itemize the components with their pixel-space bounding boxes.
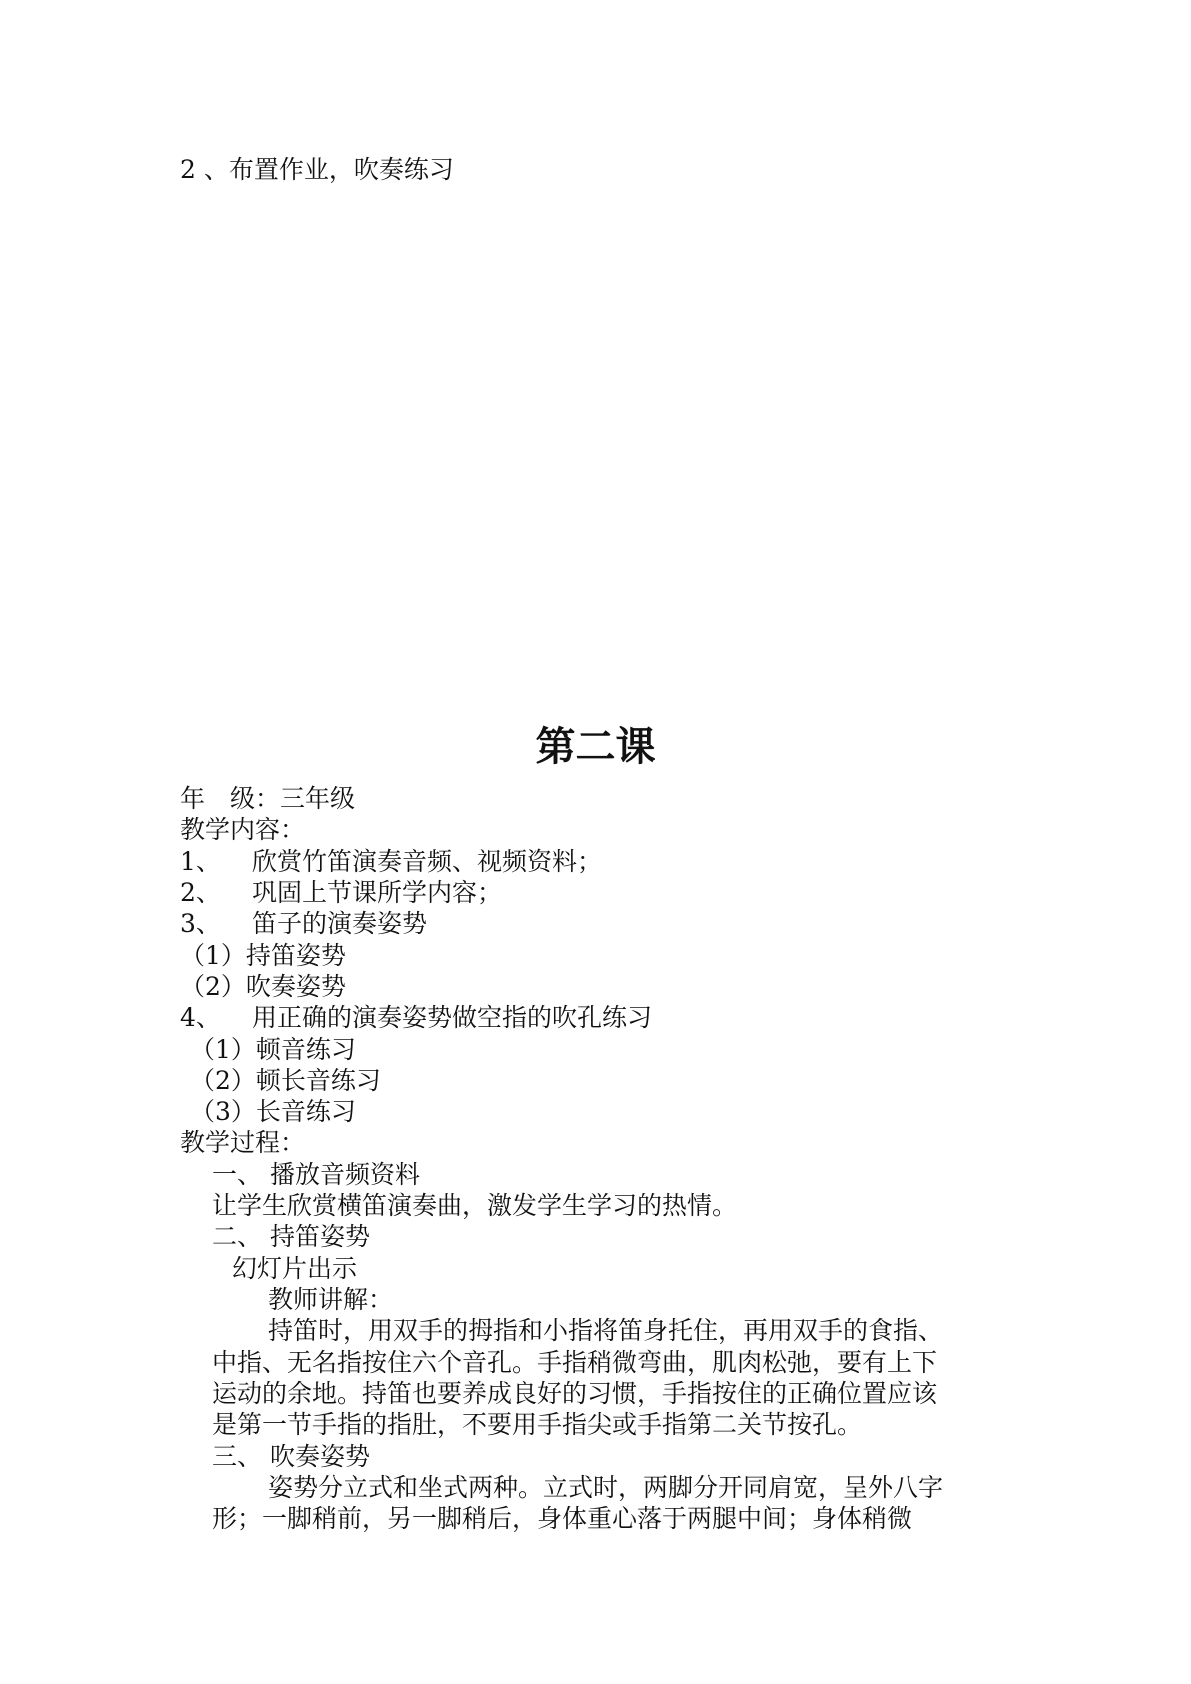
holding-paragraph-line-3: 运动的余地。持笛也要养成良好的习惯，手指按住的正确位置应该	[212, 1379, 938, 1408]
content-item-1-text: 欣赏竹笛演奏音频、视频资料；	[252, 847, 603, 876]
content-item-4-text: 用正确的演奏姿势做空指的吹孔练习	[252, 1003, 653, 1032]
content-item-3-text: 笛子的演奏姿势	[252, 909, 428, 938]
content-item-3	[180, 909, 427, 939]
blowing-paragraph-line-2: 形；一脚稍前，另一脚稍后，身体重心落于两腿中间；身体稍微	[212, 1504, 913, 1533]
step-2-heading: 二、 持笛姿势	[212, 1222, 370, 1251]
practice-subitem-2: （2）顿长音练习	[190, 1066, 381, 1095]
blowing-paragraph-line-1: 姿势分立式和坐式两种。立式时，两脚分开同肩宽，呈外八字	[268, 1473, 944, 1502]
practice-subitem-3: （3）长音练习	[190, 1097, 356, 1126]
content-item-2-text: 巩固上节课所学内容；	[252, 878, 503, 907]
posture-subitem-1: （1）持笛姿势	[180, 941, 346, 970]
practice-subitem-1: （1）顿音练习	[190, 1035, 356, 1064]
grade-line: 年 级：三年级	[180, 784, 356, 813]
posture-subitem-2: （2）吹奏姿势	[180, 972, 346, 1001]
step-1-heading: 一、 播放音频资料	[212, 1160, 420, 1189]
content-item-2	[180, 878, 502, 908]
step-3-heading: 三、 吹奏姿势	[212, 1442, 370, 1471]
slide-note: 幻灯片出示	[232, 1254, 358, 1283]
content-item-1	[180, 847, 602, 877]
process-heading: 教学过程：	[180, 1128, 306, 1157]
content-item-2-number: 2、	[180, 878, 221, 907]
content-item-4-number: 4、	[180, 1003, 221, 1032]
holding-paragraph-line-1: 持笛时，用双手的拇指和小指将笛身托住，再用双手的食指、	[268, 1316, 944, 1345]
content-heading: 教学内容：	[180, 815, 306, 844]
content-item-1-number: 1、	[180, 847, 221, 876]
homework-item: 2 、布置作业，吹奏练习	[180, 155, 454, 184]
content-item-4	[180, 1003, 652, 1033]
teacher-heading: 教师讲解：	[268, 1285, 394, 1314]
holding-paragraph-line-2: 中指、无名指按住六个音孔。手指稍微弯曲，肌肉松弛，要有上下	[212, 1348, 938, 1377]
step-1-text: 让学生欣赏横笛演奏曲，激发学生学习的热情。	[212, 1191, 738, 1220]
lesson-title: 第二课	[535, 723, 656, 770]
holding-paragraph-line-4: 是第一节手指的指肚，不要用手指尖或手指第二关节按孔。	[212, 1410, 863, 1439]
content-item-3-number: 3、	[180, 909, 221, 938]
